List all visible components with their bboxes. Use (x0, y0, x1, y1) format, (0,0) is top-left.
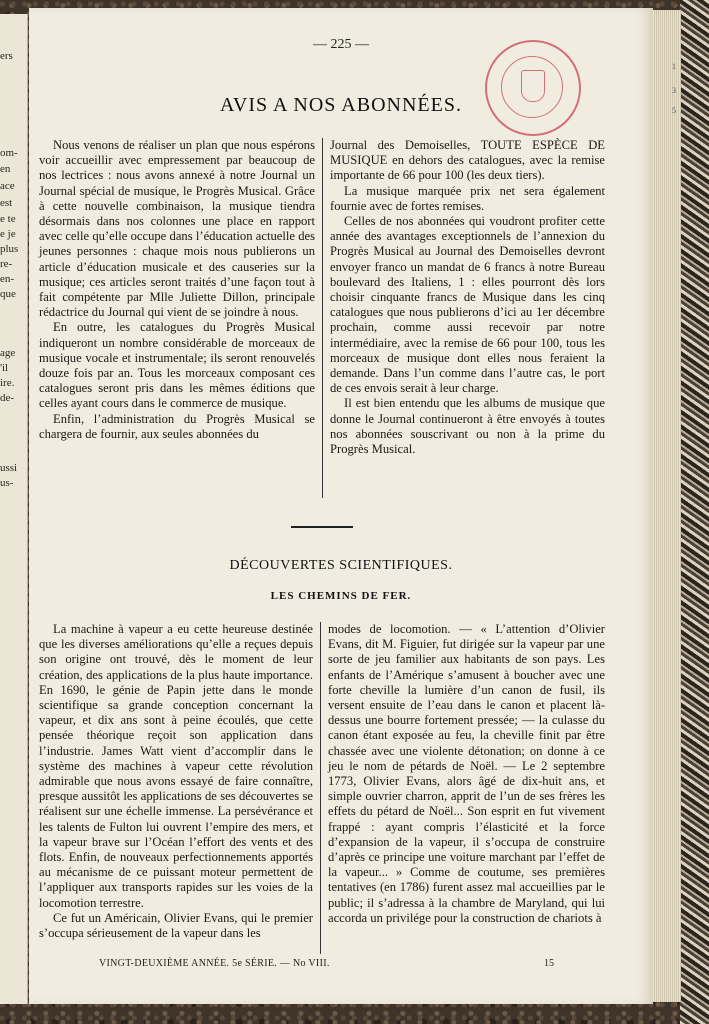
facing-page-text: est (0, 197, 13, 209)
issue-footer: VINGT-DEUXIÈME ANNÉE. 5e SÉRIE. — No VIII. (99, 958, 330, 969)
notice-paragraph: Il est bien entendu que les albums de musique que donne le Journal continueront à être envoyés à toutes nos abonnées souscrivant ou non à la prime du Progrès Musical. (330, 396, 605, 457)
edge-mark: 3 (672, 86, 676, 95)
facing-page-text: ers (0, 50, 13, 62)
facing-page-text: que (0, 288, 16, 300)
facing-page-text: om- (0, 147, 18, 159)
notice-column-right (330, 138, 605, 457)
edge-mark: 5 (672, 106, 676, 115)
facing-page-text: ussi (0, 462, 18, 474)
column-divider (322, 138, 323, 498)
facing-page-text: us- (0, 477, 14, 489)
sheet-number: 15 (544, 958, 554, 969)
facing-page-text: plus (0, 243, 19, 255)
facing-page-text: en (0, 163, 11, 175)
notice-paragraph: Journal des Demoiselles, TOUTE ESPÈCE DE MUSIQUE en dehors des catalogues, avec la remise importante de 66 pour 100 (les deux tiers). (330, 138, 605, 183)
facing-page-sliver (0, 14, 28, 1004)
facing-page-text: e je (0, 228, 16, 240)
notice-column-left (39, 138, 315, 442)
facing-page-text: de- (0, 392, 15, 404)
notice-paragraph: Celles de nos abonnées qui voudront profiter cette année des avantages exceptionnels de l’annexion du Progrès Musical au Journal des Demoiselles devront envoyer franco un mandat de 6 francs à notre Bureau boulevard des Italiens, 1 : elles pourront dès lors choisir cinquante francs de Musique dans les cinq catalogues que nous publierons d’ici au 1er décembre prochain, comme aussi recevoir par notre intermédiaire, avec la remise de 66 pour 100, tous les morceaux de musique dont elles nous feraient la demande. Dans l’un comme dans l’autre cas, le port de ces envois serait à leur charge. (330, 214, 605, 396)
book-cover-edge (680, 0, 709, 1024)
facing-page-text: ire. (0, 377, 15, 389)
facing-page-text: re- (0, 258, 13, 270)
article-paragraph: modes de locomotion. — « L’attention d’Olivier Evans, dit M. Figuier, fut dirigée sur la vapeur par une sorte de jeu familier aux habitants de son pays. Les enfants de l’Amérique s’amusent à boucher avec une forte cheville la lumière d’un canon de fusil, ils versent ensuite de l’eau dans le canon et placent là-dessus une bourre fortement pressée; — la culasse du canon étant exposée au feu, la cheville finit par être chassée avec une violente détonation; on donne à ce jeu le nom de pétards de Noël. — Le 2 septembre 1773, Olivier Evans, alors âgé de dix-huit ans, et simple ouvrier charron, apprit de l’un de ses frères les effets du pétard de Noël... Son esprit en fut vivement frappé : ayant compris l’élasticité et la force d’expansion de la vapeur, il s’occupa de construire d’après ce principe une voiture marchant par l’effet de la vapeur... » Comme de coutume, ses premières tentatives (en 1786) furent assez mal accueillies par le public; il s’adressa à la chambre de Maryland, qui lui accorda un privilége pour la construction de chariots à (328, 622, 605, 925)
edge-mark: 1 (672, 62, 676, 71)
section-subtitle: LES CHEMINS DE FER. (270, 590, 412, 602)
notice-paragraph: Enfin, l’administration du Progrès Musical se chargera de fournir, aux seules abonnées du (39, 411, 315, 441)
article-column-left (39, 622, 313, 941)
article-paragraph: La machine à vapeur a eu cette heureuse destinée que les diverses améliorations qu’elle a reçues depuis son origine ont trouvé, dès le moment de leur création, des applications de la plus haute importance. En 1690, le génie de Papin jette dans le monde scientifique sa grande conception concernant la vapeur, et dix ans sont à peine écoulés, que cette pensée théorique reçoit son application dans l’industrie. James Watt vient d’accomplir dans le système des machines à vapeur cette révolution admirable que nous avons essayé de faire connaître, presque aussitôt les applications de ses découvertes se réalisent sur une échelle immense. La persévérance et les talents de Fulton lui ouvrent l’empire des mers, et la vapeur brave sur l’Océan l’effort des vents et des flots. Enfin, de nouveaux perfectionnements apportés au mécanisme de ce puissant moteur permettent de l’appliquer aux transports rapides sur les voies de la locomotion terrestre. (39, 622, 313, 910)
notice-title: AVIS A NOS ABONNÉES. (220, 94, 462, 116)
facing-page-text: en- (0, 273, 15, 285)
column-divider (320, 622, 321, 954)
section-separator (291, 526, 353, 528)
facing-page-text: age (0, 347, 16, 359)
notice-paragraph: En outre, les catalogues du Progrès Musical indiqueront un nombre considérable de morceaux de musique vocale et instrumentale; ils seront renouvelés douze fois par an. Tous les morceaux composant ces catalogues seront pris dans les mêmes éditions que celles ayant cours dans le commerce de musique. (39, 320, 315, 411)
page-number: — 225 — (313, 37, 369, 52)
section-title: DÉCOUVERTES SCIENTIFIQUES. (229, 558, 453, 573)
notice-paragraph: Nous venons de réaliser un plan que nous espérons voir accueillir avec empressement par beaucoup de nos lectrices : nous avons annexé à notre Journal un Journal spécial de musique, le Progrès Musical. Grâce à cette nouvelle combinaison, la musique tiendra désormais dans nos colonnes une place en rapport avec celle qu’elle occupe dans l’éducation actuelle des jeunes personnes : chaque mois nous publierons un article d’éducation musicale et des causeries sur la musique; ces articles seront traités d’une façon tout à fait compétente par Mlle Juliette Dillon, principale rédactrice du Journal qui vient de se joindre à nous. (39, 138, 315, 320)
article-column-right (328, 622, 605, 926)
library-stamp (485, 40, 581, 136)
article-paragraph: Ce fut un Américain, Olivier Evans, qui le premier s’occupa sérieusement de la vapeur dans les (39, 910, 313, 941)
page-stack-edge (653, 10, 681, 1002)
notice-paragraph: La musique marquée prix net sera également fournie avec de fortes remises. (330, 183, 605, 213)
facing-page-text: e te (0, 213, 16, 225)
facing-page-text: 'il (0, 362, 9, 374)
magazine-page (29, 8, 653, 1004)
facing-page-text: ace (0, 180, 15, 192)
